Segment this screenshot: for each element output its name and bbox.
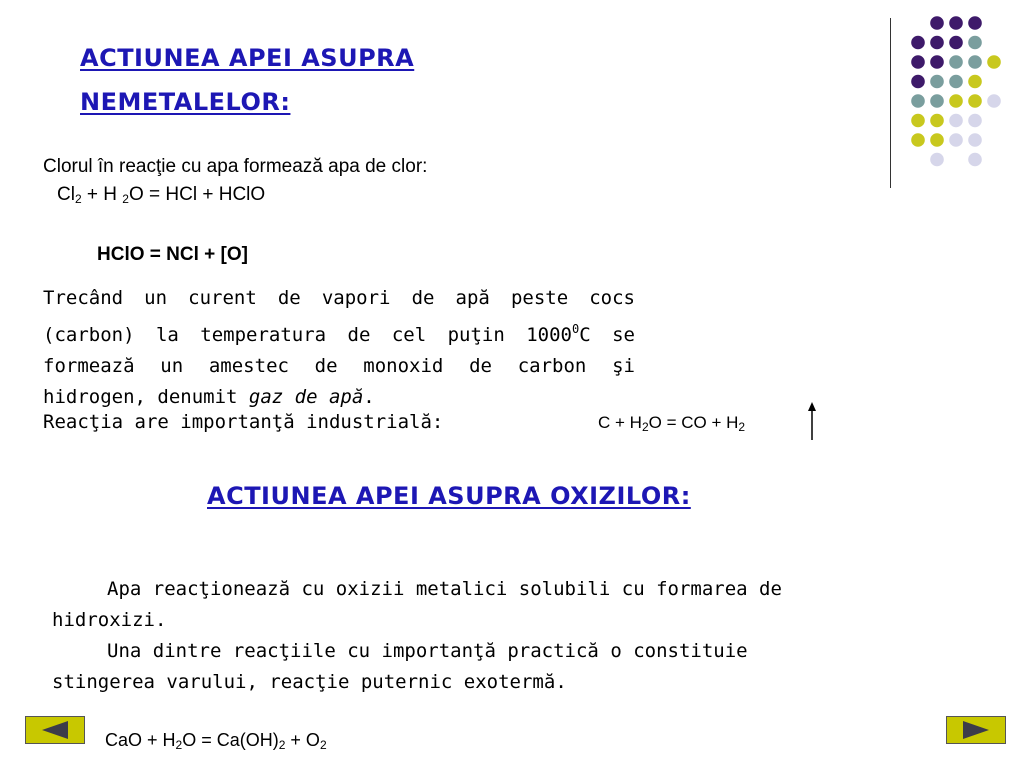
decorative-dot	[968, 36, 982, 50]
decorative-dot	[968, 114, 982, 128]
decorative-dot	[930, 55, 944, 69]
decorative-dot	[930, 75, 944, 89]
oxides-paragraph	[52, 574, 836, 698]
section-title-oxides: ACTIUNEA APEI ASUPRA OXIZILOR:	[207, 482, 691, 510]
decorative-dot	[987, 94, 1001, 108]
decorative-dot	[968, 16, 982, 30]
decorative-dot	[930, 36, 944, 50]
triangle-right-icon	[947, 717, 1005, 743]
decorative-dot	[911, 94, 925, 108]
decorative-dot	[949, 36, 963, 50]
decorative-dot	[930, 114, 944, 128]
decorative-dot	[968, 94, 982, 108]
decorative-dot	[911, 55, 925, 69]
decorative-dot	[968, 55, 982, 69]
decorative-dot	[949, 94, 963, 108]
previous-slide-button[interactable]	[25, 716, 85, 744]
arrow-up-icon	[802, 400, 822, 442]
decorative-dot	[911, 75, 925, 89]
decorative-dot	[968, 75, 982, 89]
decorative-dot	[930, 16, 944, 30]
decorative-dot	[930, 94, 944, 108]
equation-water-gas: $C + H_2O$ = CO + $H_2$	[598, 413, 746, 434]
decorative-dot	[949, 55, 963, 69]
decorative-dot	[949, 133, 963, 147]
equation-chlorine-water: $Cl_2 + H$ $_2$O = HCl + HClO	[57, 184, 266, 206]
vertical-divider	[890, 18, 891, 188]
section-title-nonmetals	[80, 36, 414, 124]
equation-hclo: HClO = NCl + [O]	[97, 244, 248, 265]
decorative-dot	[949, 75, 963, 89]
decorative-dot	[930, 153, 944, 167]
decorative-dots-pattern	[900, 10, 1010, 170]
title-line-2: NEMETALELOR:	[80, 88, 291, 116]
decorative-dot	[911, 133, 925, 147]
industrial-importance-text: Reacţia are importanţă industrială:	[43, 411, 444, 433]
next-slide-button[interactable]	[946, 716, 1006, 744]
triangle-left-icon	[26, 717, 84, 743]
oxides-p2: Una dintre reacţiile cu importanţă practică o constituie stingerea varului, reacţie puternic exotermă.	[52, 640, 748, 693]
decorative-dot	[911, 114, 925, 128]
decorative-dot	[949, 114, 963, 128]
decorative-dot	[987, 55, 1001, 69]
equation-slaked-lime: CaO + $H_2O = Ca(OH)_2 + O_2$	[105, 730, 327, 752]
title-line-1: ACTIUNEA APEI ASUPRA	[80, 44, 415, 72]
oxides-p1: Apa reacţionează cu oxizii metalici solubili cu formarea de hidroxizi.	[52, 578, 782, 631]
chlorine-intro: Clorul în reacţie cu apa formează apa de clor:	[43, 156, 428, 177]
decorative-dot	[930, 133, 944, 147]
decorative-dot	[949, 16, 963, 30]
decorative-dot	[911, 36, 925, 50]
decorative-dot	[968, 133, 982, 147]
decorative-dot	[968, 153, 982, 167]
water-gas-paragraph: Trecând un curent de vapori de apă peste cocs (carbon) la temperatura de cel puţin 1000$^0$C se formează un amestec de monoxid de carbon şi hidrogen, denumit gaz de apă.	[43, 287, 635, 408]
